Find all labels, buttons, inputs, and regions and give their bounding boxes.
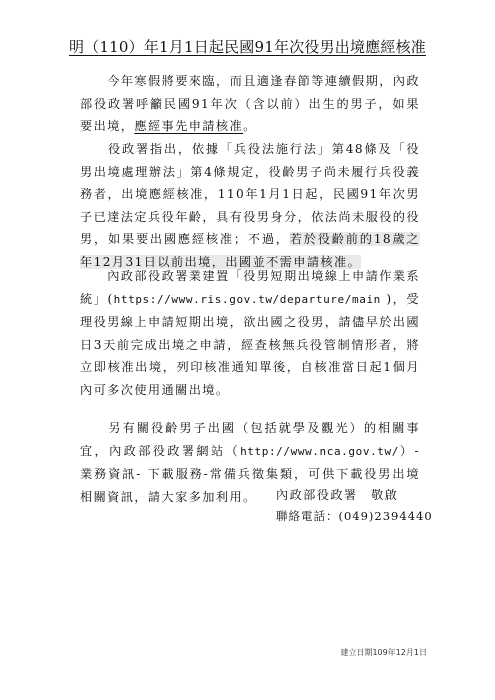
created-date: 建立日期109年12月1日 <box>340 648 427 657</box>
paragraph-4-text-b: ）-業務資訊- 下載服務-常備兵徵集類，可供下載役男出境相關資訊，請大家多加利用。 <box>80 443 420 504</box>
paragraph-3 <box>80 265 420 402</box>
paragraph-1 <box>80 70 420 138</box>
paragraph-2 <box>80 138 420 274</box>
departure-url-link[interactable]: https://www.ris.gov.tw/departure/main <box>113 292 381 306</box>
document-title <box>0 36 495 57</box>
title-text: 明（110）年1月1日起民國91年次役男出境應經核准 <box>68 38 426 56</box>
paragraph-1-end: 。 <box>243 119 257 134</box>
contact-phone: 聯絡電話：(049)2394440 <box>276 509 433 523</box>
paragraph-3-text-a: 內政部役政署業建置「役男短期出境線上申請作業系統」( <box>80 269 420 306</box>
paragraph-2-highlight: 若於役齡前的18歲之年12月31日以前出境，出國並不需申請核准 <box>80 232 420 269</box>
paragraph-1-underlined: 應經事先申請核准 <box>134 119 244 134</box>
paragraph-4-text-a: 另有關役齡男子出國（包括就學及觀光）的相關事宜，內政部役政署網站（ <box>80 421 420 458</box>
paragraph-3-text-b: )，受理役男線上申請短期出境，欲出國之役男，請儘早於出國日3天前完成出境之申請，經查核無兵役管制情形者，將立即核准出境，列印核准通知單後，自核准當日起1個月內可多次使用通關出境。 <box>80 291 420 397</box>
paragraph-2-text: 役政署指出，依據「兵役法施行法」第48條及「役男出境處理辦法」第4條規定，役齡男子尚未履行兵役義務者，出境應經核准，110年1月1日起，民國91年次男子已達法定兵役年齡，具有役男身分，依法尚未服役的役男，如果要出國應經核准；不過， <box>80 142 420 247</box>
nca-url-link[interactable]: http://www.nca.gov.tw/ <box>240 444 399 458</box>
signature: 內政部役政署 敬啟 <box>276 488 399 502</box>
paragraph-2-end: 。 <box>347 254 362 269</box>
paragraph-1-text: 今年寒假將要來臨，而且適逢春節等連續假期，內政部役政署呼籲民國91年次（含以前）出生的男子，如果要出境， <box>80 74 420 134</box>
